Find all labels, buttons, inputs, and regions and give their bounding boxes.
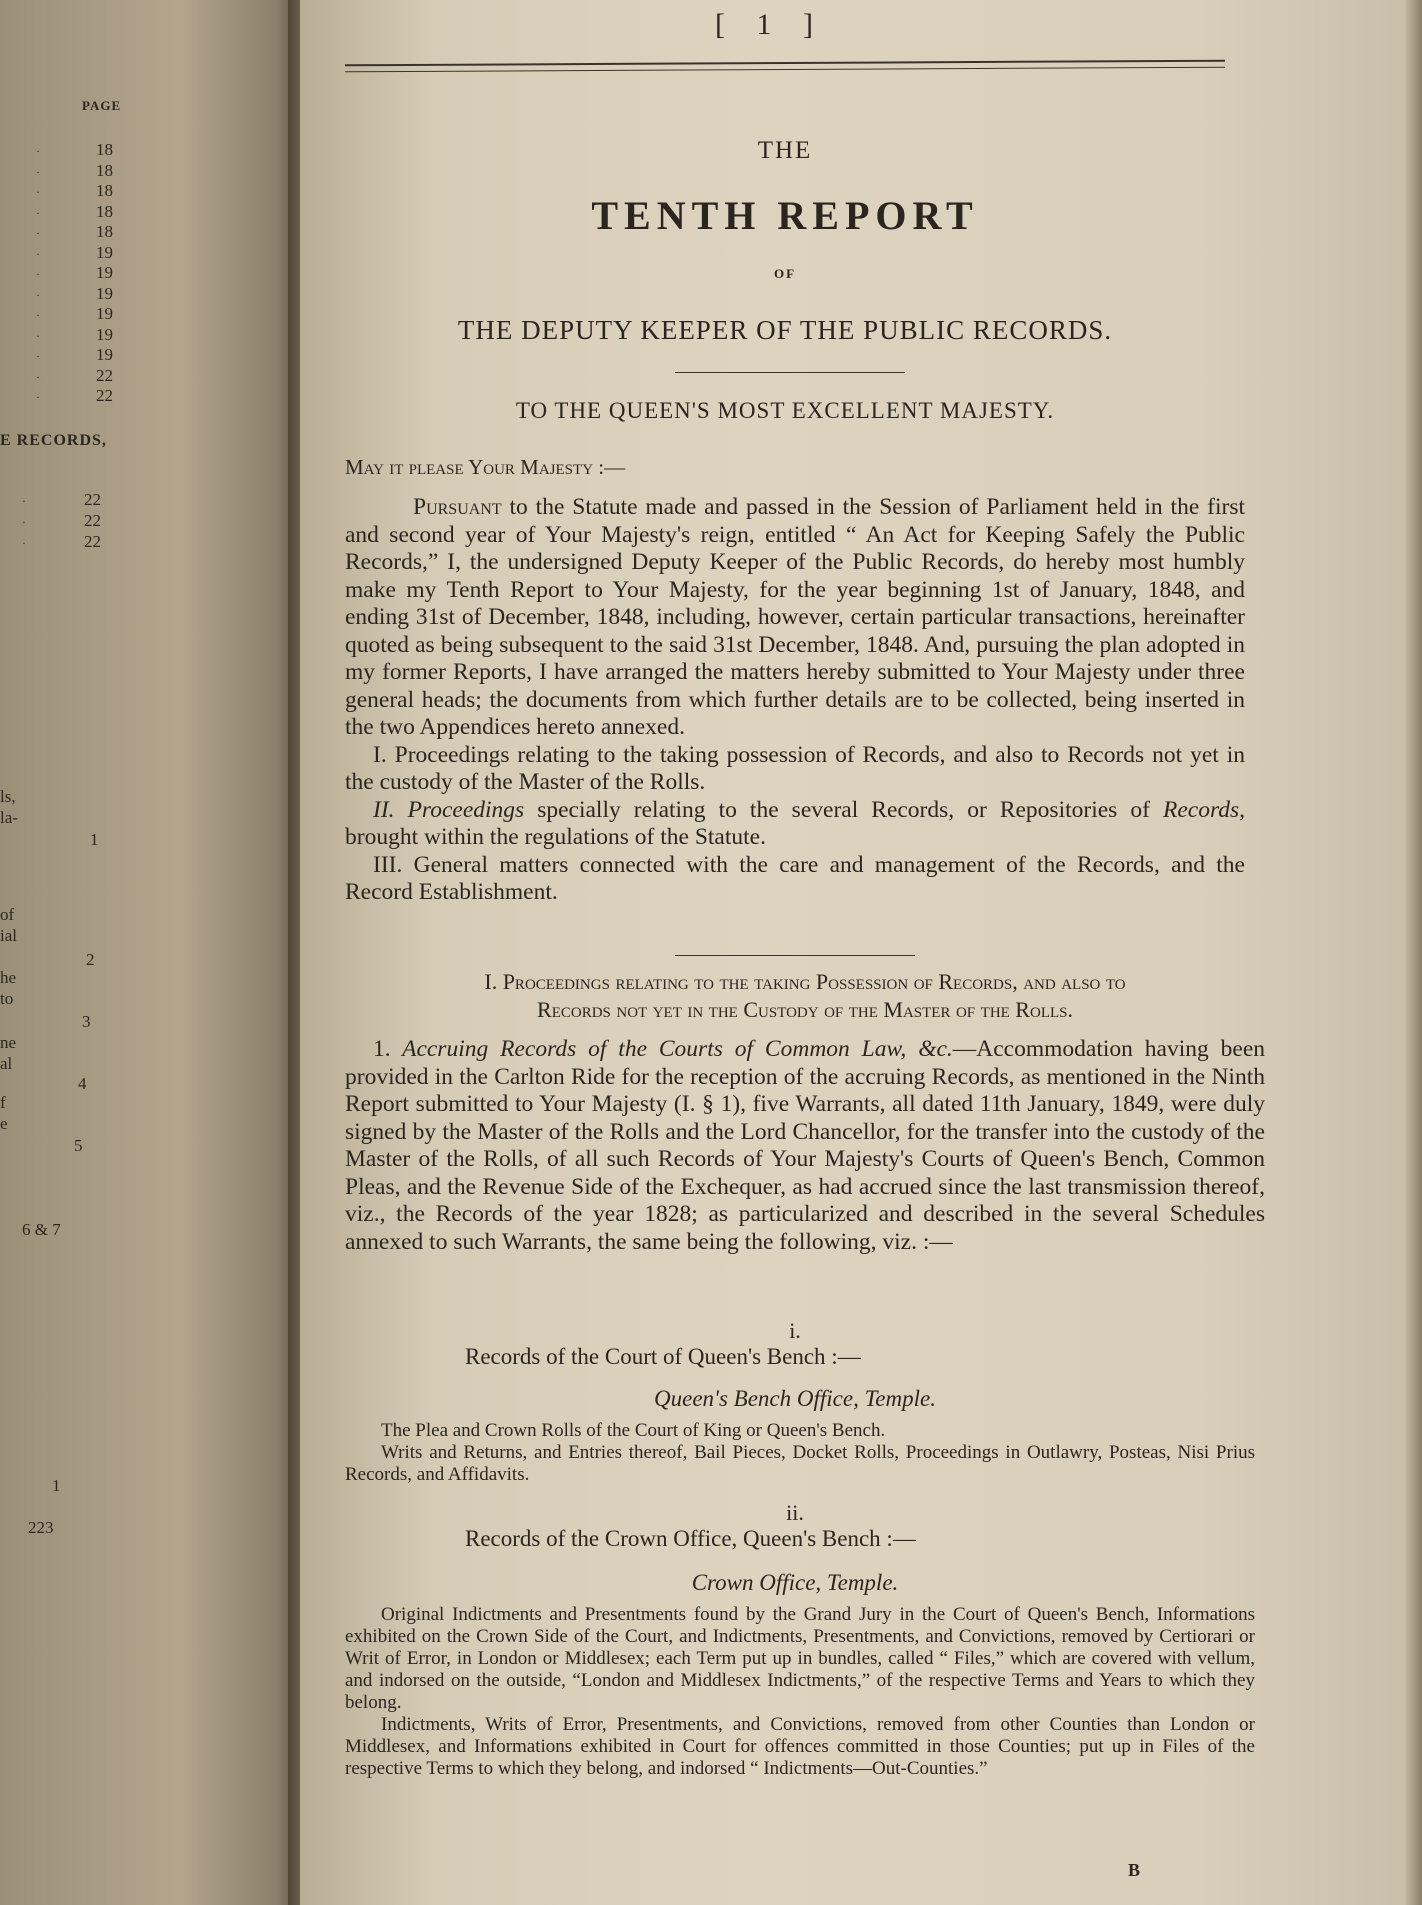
head-2-italic-2: Records, xyxy=(1162,796,1245,823)
roman-numeral-i: i. xyxy=(789,1318,801,1343)
records-item: Indictments, Writs of Error, Presentments, and Convictions, removed from other Counties than London or Middlesex, and Informations exhibited in Court for offences committed in those Counties; put up in Files of the respective Terms to which they belong, and indorsed “ Indictments—Out-Counties.” xyxy=(345,1714,1255,1779)
toc-page-number: 19 xyxy=(96,263,113,282)
head-2-num: II. xyxy=(373,796,395,823)
header-double-rule xyxy=(345,60,1225,73)
toc-bottom-number: 1 xyxy=(52,1476,61,1495)
title-of: OF xyxy=(773,266,797,281)
divider-rule xyxy=(675,955,915,956)
toc-text-fragment: al xyxy=(0,1054,13,1073)
toc-page-number: 22 xyxy=(84,490,101,509)
leader-dot: · xyxy=(36,185,40,199)
toc-section-number: 3 xyxy=(82,1012,91,1031)
toc-page-number: 19 xyxy=(96,324,113,344)
intro-paragraph xyxy=(345,494,1245,742)
leader-dot: · xyxy=(22,494,26,508)
toc-text-fragment: e xyxy=(0,1114,8,1133)
leader-dot: · xyxy=(36,205,40,220)
leader-dot: · xyxy=(36,246,40,261)
toc-page-number: 22 xyxy=(96,365,113,385)
head-2-text: specially relating to the several Records, or Repositories of xyxy=(524,796,1150,823)
toc-text-fragment: ial xyxy=(0,926,17,945)
toc-page-number: 22 xyxy=(84,511,101,530)
toc-text-fragment: ls, xyxy=(0,787,16,806)
head-1: I. Proceedings relating to the taking possession of Records, and also to Records not yet in the custody of the Master of the Rolls. xyxy=(345,741,1245,795)
left-facing-page xyxy=(0,0,300,1905)
toc-page-number: 18 xyxy=(96,222,113,241)
title-the: THE xyxy=(757,137,813,164)
toc-text-fragment: to xyxy=(0,989,14,1008)
toc-section-number: 2 xyxy=(86,950,95,969)
leader-dot: · xyxy=(36,164,40,179)
leader-dot: · xyxy=(36,369,40,384)
para-1-heading: Accruing Records of the Courts of Common Law, &c. xyxy=(390,1036,953,1062)
toc-section-number: 1 xyxy=(90,830,99,849)
section-heading xyxy=(345,968,1265,1024)
toc-page-number: 22 xyxy=(96,386,113,405)
toc-section-number: 4 xyxy=(78,1074,87,1093)
records-item: Writs and Returns, and Entries thereof, Bail Pieces, Docket Rolls, Proceedings in Outlawry, Posteas, Nisi Prius Records, and Affidavits. xyxy=(345,1442,1255,1485)
toc-page-number: 19 xyxy=(96,304,113,323)
office-heading-1: Queen's Bench Office, Temple. xyxy=(654,1386,936,1411)
signature-mark: B xyxy=(1128,1860,1141,1880)
toc-text-fragment: ne xyxy=(0,1033,17,1052)
toc-page-number: 18 xyxy=(96,160,113,180)
toc-page-label: PAGE xyxy=(82,98,122,113)
leader-dot: · xyxy=(36,287,40,302)
toc-text-fragment: f xyxy=(0,1093,6,1112)
records-item: The Plea and Crown Rolls of the Court of King or Queen's Bench. xyxy=(381,1420,886,1441)
roman-numeral-ii: ii. xyxy=(786,1500,804,1525)
records-item: Original Indictments and Presentments found by the Grand Jury in the Court of Queen's Bench, Informations exhibited on the Crown Side of the Court, and Indictments, Presentments, and Convictions, removed by Certiorari or Writ of Error, in London or Middlesex; each Term put up in bundles, called “ Files,” which are covered with vellum, and indorsed on the outside, “London and Middlesex Indictments,” of the respective Terms and Years to which they belong. xyxy=(345,1604,1255,1713)
office-heading-2: Crown Office, Temple. xyxy=(691,1570,899,1595)
head-2-text-2: brought within the regulations of the Statute. xyxy=(345,824,766,850)
leader-dot: · xyxy=(36,390,40,404)
head-2 xyxy=(345,797,1245,852)
head-2-italic: Proceedings xyxy=(394,796,525,823)
paragraph-1 xyxy=(345,1036,1265,1256)
para-1-text: —Accommodation having been provided in the Carlton Ride for the reception of the accruing Records, as mentioned in the Ninth Report submitted to Your Majesty (I. § 1), five Warrants, all dated 11th January, 1849, were duly signed by the Master of the Rolls and the Lord Chancellor, for the transfer into the custody of the Master of the Rolls, of all such Records of Your Majesty's Courts of Queen's Bench, Common Pleas, and the Revenue Side of the Exchequer, as had accrued since the last transmission thereof, viz., the Records of the year 1828; as particularized and described in the several Schedules annexed to such Warrants, the same being the following, viz. :— xyxy=(345,1036,1265,1255)
para-number: 1. xyxy=(373,1036,391,1062)
page-folio: [ 1 ] xyxy=(715,8,825,41)
records-list-2 xyxy=(345,1604,1255,1780)
leader-dot: · xyxy=(22,536,26,550)
records-list-1 xyxy=(345,1420,1255,1486)
leader-dot: · xyxy=(36,144,40,158)
page-edge-shadow xyxy=(1404,0,1422,1905)
divider-rule xyxy=(675,372,905,373)
head-3: III. General matters connected with the care and management of the Records, and the Record Establishment. xyxy=(345,851,1245,905)
toc-section-number: 6 & 7 xyxy=(22,1220,61,1239)
toc-text-fragment: he xyxy=(0,968,17,987)
report-subtitle: THE DEPUTY KEEPER OF THE PUBLIC RECORDS. xyxy=(457,315,1113,345)
toc-page-number: 19 xyxy=(96,345,113,364)
leader-dot: · xyxy=(36,267,40,281)
toc-section-number: 5 xyxy=(74,1136,83,1155)
toc-page-number: 18 xyxy=(96,201,113,221)
address-line: TO THE QUEEN'S MOST EXCELLENT MAJESTY. xyxy=(515,398,1055,423)
records-heading-2: Records of the Crown Office, Queen's Bench :— xyxy=(465,1526,916,1551)
toc-records-fragment: E RECORDS, xyxy=(0,432,107,449)
section-heading-line: Records not yet in the Custody of the Master of the Rolls. xyxy=(537,997,1073,1022)
leader-dot: · xyxy=(36,328,40,343)
toc-page-number: 19 xyxy=(96,283,113,303)
intro-text: to the Statute made and passed in the Session of Parliament held in the first and second year of Your Majesty's reign, entitled “ An Act for Keeping Safely the Public Records,” I, the undersigned Deputy Keeper of the Public Records, do hereby most humbly make my Tenth Report to Your Majesty, for the year beginning 1st of January, 1848, and ending 31st of December, 1848, including, however, certain particular transactions, hereinafter quoted as being subsequent to the said 31st December, 1848. And, pursuing the plan adopted in my former Reports, I have arranged the matters hereby submitted to Your Majesty under three general heads; the documents from which further details are to be collected, being inserted in the two Appendices hereto annexed. xyxy=(345,494,1245,740)
toc-text-fragment: la- xyxy=(0,808,18,827)
leader-dot: · xyxy=(22,515,26,529)
toc-page-number: 22 xyxy=(84,532,101,551)
toc-bottom-number: 223 xyxy=(28,1518,54,1537)
leader-dot: · xyxy=(36,308,40,322)
toc-page-number: 18 xyxy=(96,181,113,200)
salutation: May it please Your Majesty :— xyxy=(345,455,626,479)
records-heading-1: Records of the Court of Queen's Bench :— xyxy=(465,1344,861,1369)
leader-dot: · xyxy=(36,226,40,240)
toc-page-number: 18 xyxy=(96,140,113,159)
leader-dot: · xyxy=(36,349,40,363)
report-title: TENTH REPORT xyxy=(591,193,979,238)
toc-text-fragment: of xyxy=(0,905,15,924)
section-heading-line: I. Proceedings relating to the taking Possession of Records, and also to xyxy=(484,969,1126,994)
report-page-content xyxy=(345,0,1345,1905)
intro-lead-word: Pursuant xyxy=(413,494,502,520)
intro-section xyxy=(345,494,1245,907)
toc-page-number: 19 xyxy=(96,242,113,262)
